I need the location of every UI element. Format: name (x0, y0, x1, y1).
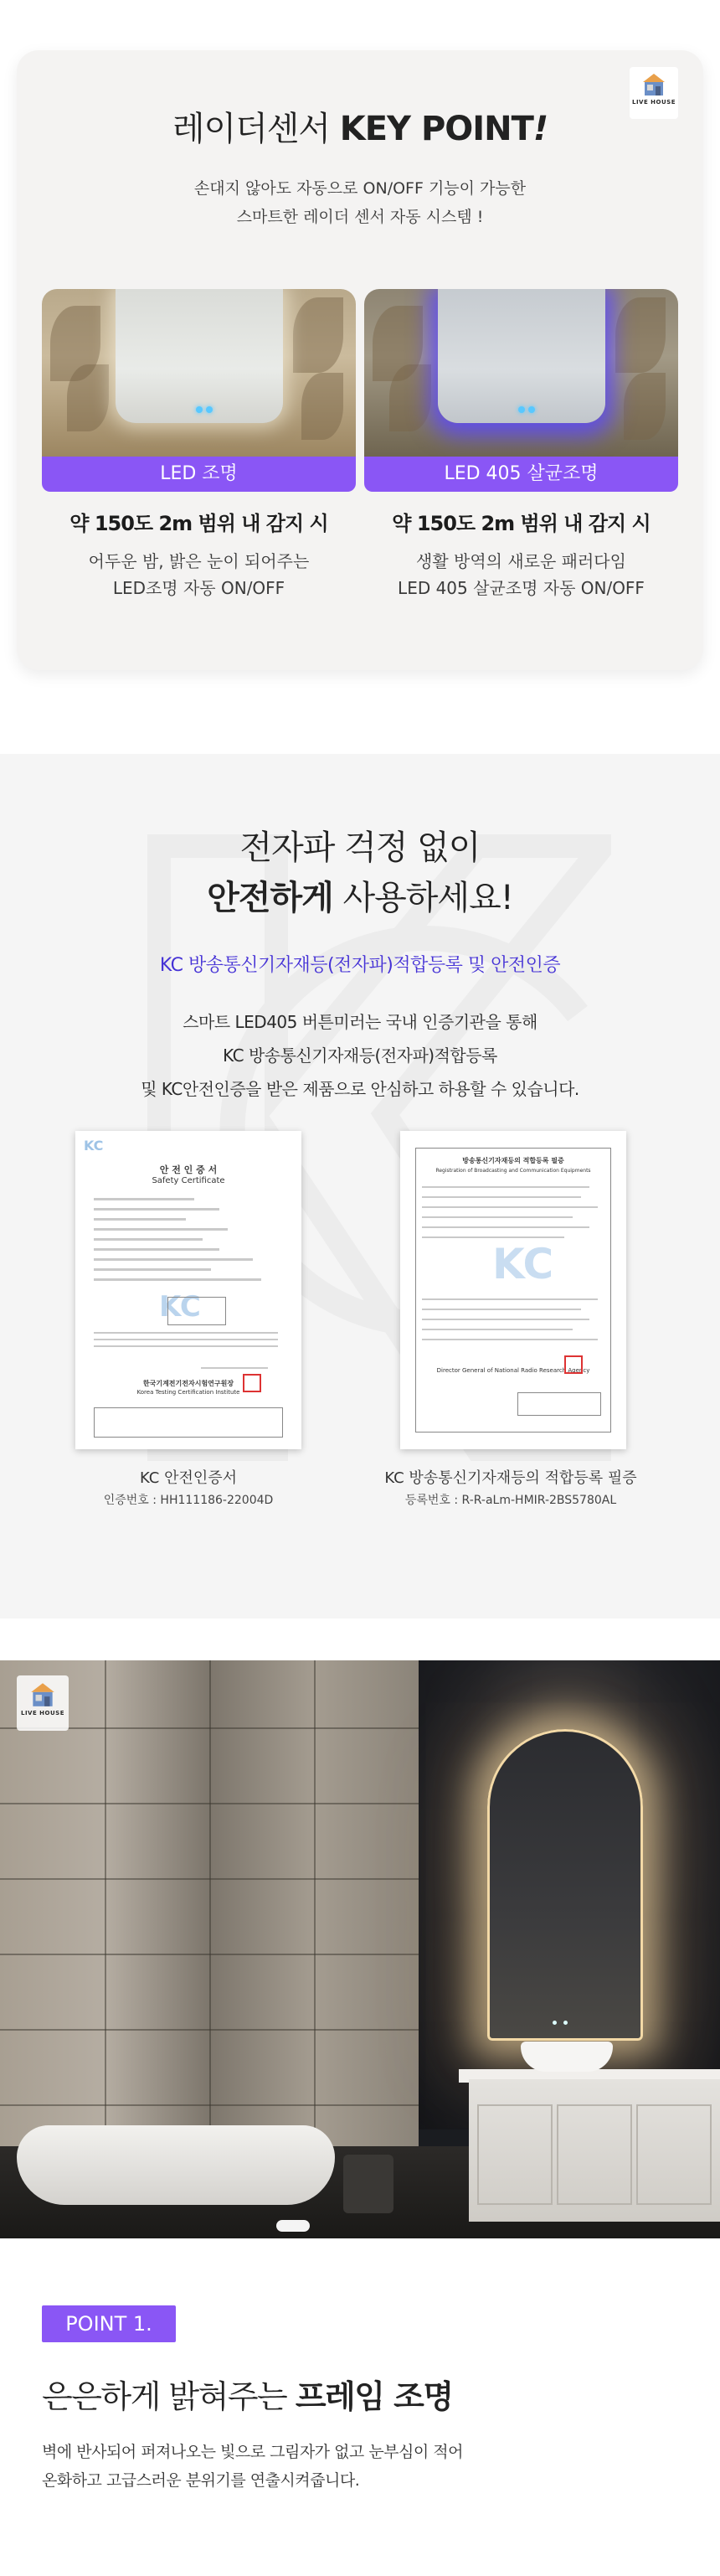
feature-text: 어두운 밤, 밝은 눈이 되어주는 LED조명 자동 ON/OFF (88, 551, 310, 598)
feature-image (364, 289, 678, 457)
cert-number: 등록번호 : R-R-aLm-HMIR-2BS5780AL (404, 1494, 617, 1507)
brand-logo (17, 1675, 69, 1731)
title-bold: KEY POINT (339, 110, 533, 148)
feature-label-bar: LED 조명 (42, 457, 356, 492)
key-point-description (17, 174, 703, 231)
point1-section (0, 2238, 720, 2573)
point-badge: POINT 1. (42, 2305, 176, 2342)
slippers (276, 2220, 310, 2232)
bathtub (17, 2125, 335, 2205)
safety-certificate-image: KC 안 전 인 증 서 Safety Certificate KC 한국기계전기전자시험연구원장 Korea Testing Certification Institute (75, 1131, 301, 1449)
stool (343, 2155, 393, 2213)
travertine-wall (0, 1660, 419, 2146)
cert-caption: KC 안전인증서 (139, 1469, 238, 1487)
key-point-card (17, 50, 703, 670)
arched-led-mirror (487, 1729, 643, 2041)
key-point-title (17, 102, 703, 150)
feature-led405-light (364, 289, 678, 601)
kc-certification-section (0, 754, 720, 1618)
point1-title: 은은하게 밝혀주는 프레임 조명 (42, 2378, 453, 2415)
logo-text: LIVE HOUSE (20, 1710, 65, 1716)
point1-description: 벽에 반사되어 퍼져나오는 빛으로 그림자가 없고 눈부심이 적어 온화하고 고급스러운 분위기를 연출시켜줍니다. (42, 2443, 463, 2490)
feature-heading: 약 150도 2m 범위 내 감지 시 (392, 512, 651, 535)
mirror-image (438, 289, 605, 423)
desc-line: 스마트한 레이더 센서 자동 시스템 ! (236, 208, 484, 226)
logo-text: LIVE HOUSE (631, 99, 676, 106)
feature-led-light (42, 289, 356, 601)
registration-certificate-image: 방송통신기자재등의 적합등록 필증 Registration of Broadcasting and Communication Equipments KC Director General of National Radio Research Agency (400, 1131, 626, 1449)
section-heading-line2: 안전하게 사용하세요! (207, 879, 513, 917)
feature-text: 생활 방역의 새로운 패러다임 LED 405 살균조명 자동 ON/OFF (398, 551, 645, 598)
mirror-image (116, 289, 283, 423)
sink (521, 2042, 613, 2072)
cert-number: 인증번호 : HH111186-22004D (103, 1494, 274, 1507)
vanity-cabinet (469, 2079, 720, 2222)
kc-description: 스마트 LED405 버튼미러는 국내 인증기관을 통해 KC 방송통신기자재등(전자파)적합등록 및 KC안전인증을 받은 제품으로 안심하고 하용할 수 있습니다. (141, 1012, 579, 1099)
cert-caption: KC 방송통신기자재등의 적합등록 필증 (384, 1469, 637, 1487)
kc-subtitle: KC 방송통신기자재등(전자파)적합등록 및 안전인증 (159, 955, 561, 976)
house-icon (640, 70, 668, 97)
title-prefix: 레이더센서 (172, 110, 340, 148)
feature-image (42, 289, 356, 457)
feature-label-bar: LED 405 살균조명 (364, 457, 678, 492)
feature-heading: 약 150도 2m 범위 내 감지 시 (69, 512, 328, 535)
section-heading-line1: 전자파 걱정 없이 (239, 829, 481, 867)
kc-logo-icon: KC (84, 1138, 104, 1154)
bathroom-photo (0, 1660, 720, 2238)
mirror-touch-buttons (553, 2021, 578, 2026)
key-point-section (0, 0, 720, 695)
title-suffix: ! (532, 110, 548, 148)
desc-line: 손대지 않아도 자동으로 ON/OFF 기능이 가능한 (193, 179, 527, 198)
house-icon (28, 1680, 58, 1708)
